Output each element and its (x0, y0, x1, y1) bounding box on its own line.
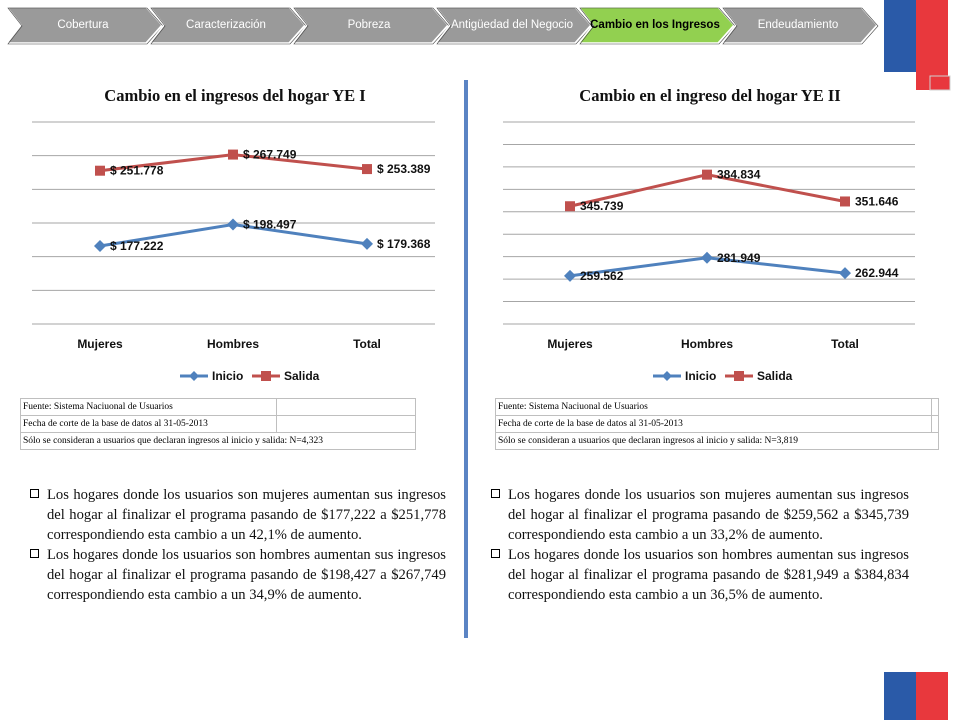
source-nota: Sólo se consideran a usuarios que declaran ingresos al inicio y salida: N=3,819 (496, 433, 939, 450)
legend-marker-inicio (189, 371, 199, 381)
vertical-divider (464, 80, 468, 638)
finding-text: Los hogares donde los usuarios son hombres aumentan sus ingresos del hogar al finalizar el programa pasando de $281,949 a $384,834 correspondiendo esta cambio a un 36,5% de aumento. (508, 547, 909, 603)
data-point-inicio (361, 238, 373, 250)
legend-marker-inicio (662, 371, 672, 381)
data-point-salida (565, 201, 575, 211)
finding-item (30, 485, 446, 545)
finding-item (30, 545, 446, 605)
checkbox-bullet-icon (30, 549, 39, 558)
source-nota: Sólo se consideran a usuarios que declaran ingresos al inicio y salida: N=4,323 (21, 433, 416, 450)
data-label: $ 251.778 (110, 163, 164, 178)
chart-title-ye1: Cambio en el ingresos del hogar YE I (104, 86, 366, 105)
data-point-inicio (564, 270, 576, 282)
data-label: $ 253.389 (377, 162, 431, 177)
data-label: $ 267.749 (243, 147, 297, 162)
checkbox-bullet-icon (30, 489, 39, 498)
category-label: Total (353, 337, 381, 351)
data-label: 259.562 (580, 268, 624, 283)
nav-step-label: Pobreza (347, 19, 391, 31)
chart-ye1 (20, 110, 450, 390)
category-label: Mujeres (547, 337, 593, 351)
category-label: Total (831, 337, 859, 351)
nav-step-endeudamiento[interactable] (721, 5, 879, 45)
nav-step-label: Endeudamiento (757, 19, 839, 31)
nav-step-label: Cobertura (57, 19, 109, 31)
data-label: 345.739 (580, 199, 624, 214)
source-fuente: Fuente: Sistema Naciuonal de Usuarios (496, 399, 932, 416)
nav-step-label: Cambio en los Ingresos (590, 19, 720, 31)
finding-item (491, 545, 909, 605)
nav-step-label: Caracterización (186, 19, 266, 31)
data-point-inicio (227, 219, 239, 231)
data-point-salida (840, 196, 850, 206)
legend-label-salida: Salida (757, 369, 793, 383)
category-label: Mujeres (77, 337, 123, 351)
data-label: 262.944 (855, 266, 899, 281)
checkbox-bullet-icon (491, 549, 500, 558)
chart-title-ye2: Cambio en el ingreso del hogar YE II (579, 86, 841, 105)
source-fecha: Fecha de corte de la base de datos al 31-05-2013 (496, 416, 932, 433)
data-label: 281.949 (717, 250, 761, 265)
nav-step-label: Antigüedad del Negocio (450, 19, 574, 31)
source-table-ye1 (20, 398, 416, 450)
source-fuente: Fuente: Sistema Naciuonal de Usuarios (21, 399, 277, 416)
category-label: Hombres (680, 337, 734, 351)
chart-ye2 (485, 110, 935, 390)
data-point-inicio (839, 267, 851, 279)
category-label: Hombres (206, 337, 260, 351)
process-nav (6, 5, 876, 45)
data-label: $ 198.497 (243, 217, 297, 232)
data-label: $ 177.222 (110, 239, 164, 254)
data-point-salida (702, 170, 712, 180)
data-point-salida (362, 164, 372, 174)
source-table-ye2 (495, 398, 939, 450)
data-point-inicio (701, 252, 713, 264)
nav-step-antiguedad[interactable] (435, 5, 593, 45)
checkbox-bullet-icon (491, 489, 500, 498)
finding-text: Los hogares donde los usuarios son mujeres aumentan sus ingresos del hogar al finalizar el programa pasando de $177,222 a $251,778 correspondiendo esta cambio a un 42,1% de aumento. (47, 487, 446, 543)
source-fecha: Fecha de corte de la base de datos al 31-05-2013 (21, 416, 277, 433)
legend-marker-salida (734, 371, 744, 381)
data-point-salida (228, 150, 238, 160)
finding-text: Los hogares donde los usuarios son mujeres aumentan sus ingresos del hogar al finalizar el programa pasando de $259,562 a $345,739 correspondiendo esta cambio a un 33,2% de aumento. (508, 487, 909, 543)
legend-label-salida: Salida (284, 369, 320, 383)
finding-text: Los hogares donde los usuarios son hombres aumentan sus ingresos del hogar al finalizar el programa pasando de $198,427 a $267,749 correspondiendo esta cambio a un 34,9% de aumento. (47, 547, 446, 603)
data-point-salida (95, 166, 105, 176)
nav-step-caracterizacion[interactable] (149, 5, 307, 45)
data-point-inicio (94, 240, 106, 252)
nav-step-cambio-ingresos[interactable] (578, 5, 736, 45)
legend-marker-salida (261, 371, 271, 381)
nav-step-cobertura[interactable] (6, 5, 164, 45)
flag-top-decoration (880, 0, 952, 92)
legend-label-inicio: Inicio (212, 369, 244, 383)
findings-list-ye1 (30, 485, 446, 605)
finding-item (491, 485, 909, 545)
legend-label-inicio: Inicio (685, 369, 717, 383)
findings-list-ye2 (491, 485, 909, 605)
data-label: $ 179.368 (377, 236, 431, 251)
nav-step-pobreza[interactable] (292, 5, 450, 45)
data-label: 384.834 (717, 167, 761, 182)
flag-bottom-decoration (880, 668, 952, 720)
data-label: 351.646 (855, 194, 899, 209)
